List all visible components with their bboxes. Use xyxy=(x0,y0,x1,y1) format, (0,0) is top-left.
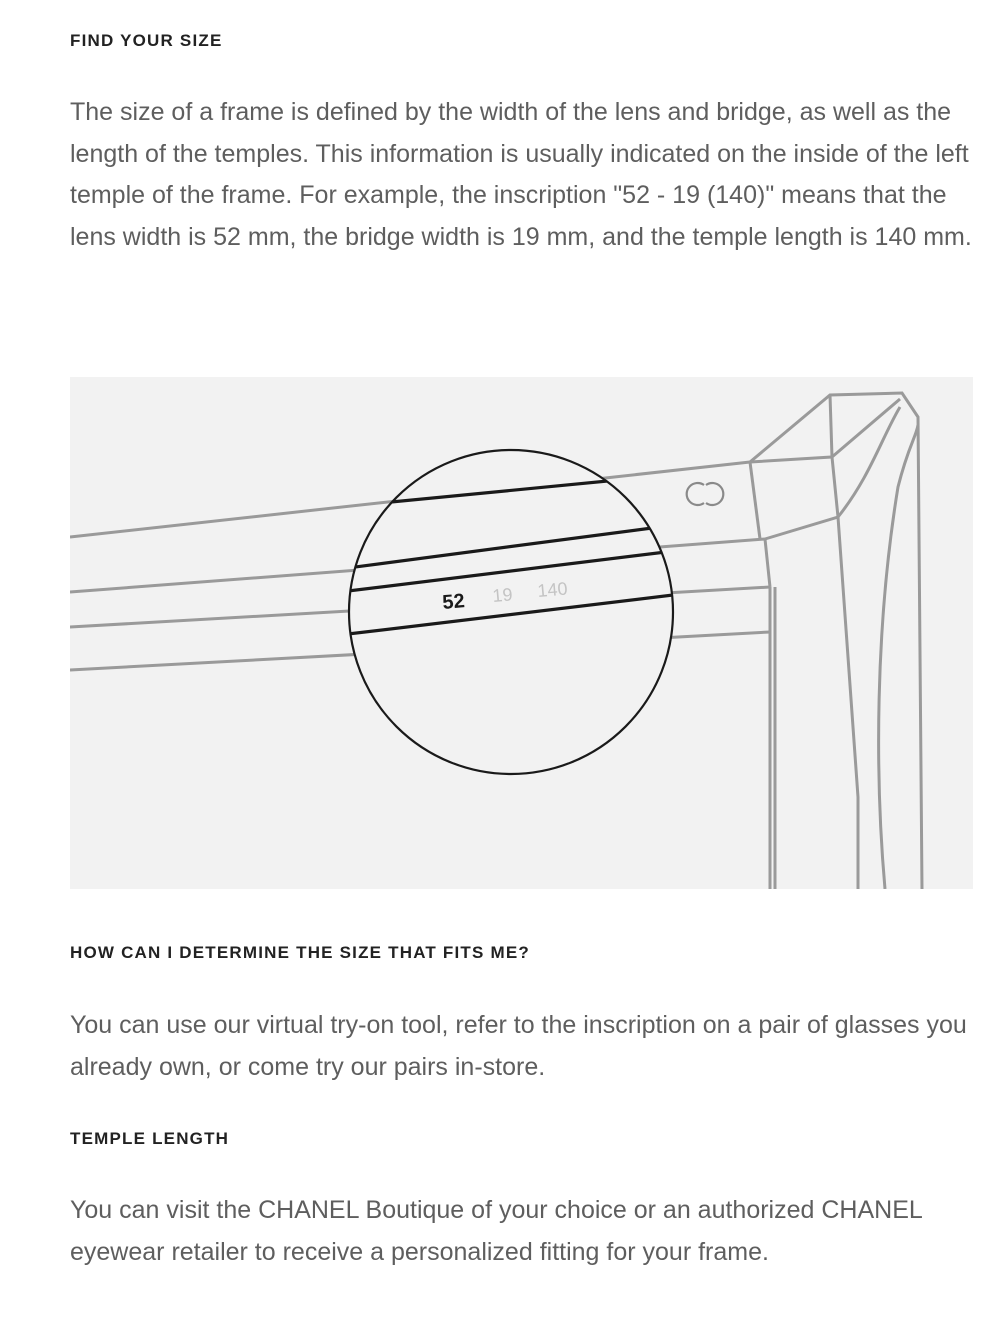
temple-length-number: 140 xyxy=(536,578,569,601)
frame-front-lines xyxy=(750,393,922,889)
bridge-width-number: 19 xyxy=(491,584,514,606)
find-your-size-heading: FIND YOUR SIZE xyxy=(70,31,223,50)
temple-length-description: You can visit the CHANEL Boutique of your choice or an authorized CHANEL eyewear retailer to receive a personalized fitting for your frame. xyxy=(70,1196,922,1266)
frame-size-illustration xyxy=(70,377,973,889)
temple-length-heading: TEMPLE LENGTH xyxy=(70,1129,230,1148)
magnifier-circle xyxy=(349,450,673,774)
find-your-size-description: The size of a frame is defined by the width of the lens and bridge, as well as the length of the temples. This information is usually indicated on the inside of the left temple of the frame. For example, the inscription "52 - 19 (140)" means that the lens width is 52 mm, the bridge width is 19 mm, and the temple length is 140 mm. xyxy=(70,98,972,251)
determine-size-description: You can use our virtual try-on tool, refer to the inscription on a pair of glasses you already own, or come try our pairs in-store. xyxy=(70,1011,967,1081)
chanel-cc-logo-icon xyxy=(687,483,724,505)
eyeglass-temple-drawing xyxy=(70,377,973,889)
lens-width-number: 52 xyxy=(441,590,466,614)
determine-size-heading: HOW CAN I DETERMINE THE SIZE THAT FITS ME? xyxy=(70,943,530,962)
